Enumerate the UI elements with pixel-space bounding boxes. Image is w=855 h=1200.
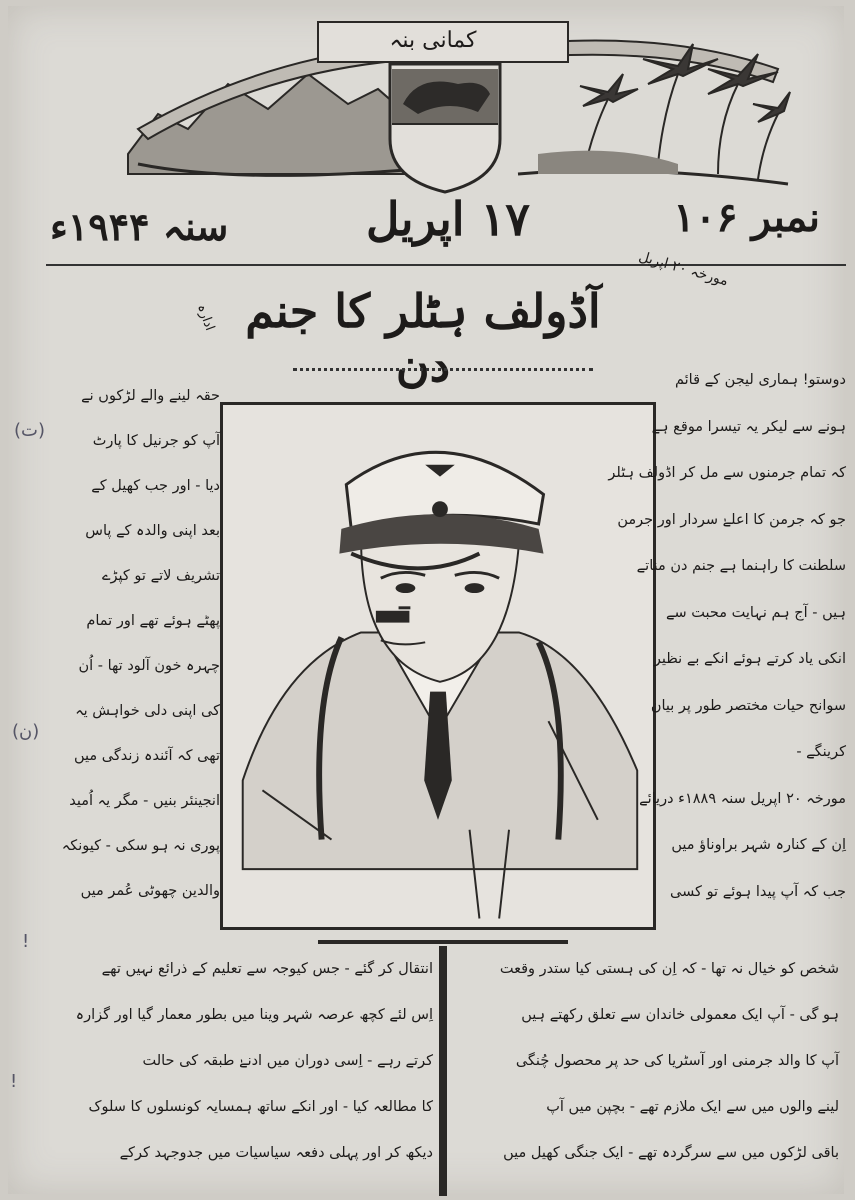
masthead-rule	[46, 264, 846, 266]
article-title: آڈولف ہٹلر کا جنم دن	[245, 284, 601, 392]
text-line: تشریف لاتے تو کپڑے	[102, 568, 220, 584]
text-line: ہو گی - آپ ایک معمولی خاندان سے تعلق رکھتے ہیں	[521, 1007, 839, 1023]
text-line: آپ کا والد جرمنی اور آسٹریا کی حد پر محصول چُنگی	[515, 1053, 839, 1069]
text-line: سوانح حیات مختصر طور پر بیان	[650, 697, 846, 714]
portrait-drawing	[223, 405, 653, 927]
text-line: سلطنت کا راہنما ہے جنم دن مناتے	[636, 558, 846, 574]
text-line: کا مطالعہ کیا - اور انکے ساتھ ہمسایہ کونسلوں کا سلوک	[88, 1099, 433, 1115]
text-line: اِن کے کنارہ شہر براوناؤ میں	[671, 837, 846, 853]
text-line: پھٹے ہوئے تھے اور تمام	[86, 613, 220, 629]
text-line: لینے والوں میں سے ایک ملازم تھے - بچپن میں آپ	[546, 1099, 839, 1115]
text-line: دیکھ کر اور پہلی دفعہ سیاسیات میں جدوجہد کرکے	[119, 1145, 433, 1161]
text-line: دیا - اور جب کھیل کے	[91, 478, 220, 494]
issue-date: ۱۷ اپریل	[365, 192, 531, 246]
text-line: پوری نہ ہو سکی - کیونکہ	[61, 838, 220, 854]
masthead-banner-text: کمانی بنہ	[389, 28, 477, 53]
text-line: آپ کو جرنیل کا پارٹ	[92, 433, 220, 449]
text-line: انجینئر بنیں - مگر یہ اُمید	[69, 793, 220, 809]
margin-mark-2: (ن)	[12, 721, 40, 742]
text-line: انتقال کر گئے - جس کیوجہ سے تعلیم کے ذرائع نہیں تھے	[101, 961, 433, 977]
issue-number: نمبر ۱۰۶	[673, 194, 820, 241]
text-line: دوستو! ہماری لیجن کے قائم	[675, 372, 846, 388]
text-line: والدین چھوٹی عُمر میں	[80, 883, 220, 899]
margin-mark-4: !	[10, 1071, 18, 1092]
text-line: حقہ لینے والے لڑکوں نے	[81, 388, 220, 404]
text-line: مورخہ ۲۰ اپریل سنہ ۱۸۸۹ء دریائے	[639, 790, 846, 807]
text-line: کرتے رہے - اِسی دوران میں ادنےٰ طبقہ کی حالت	[142, 1053, 433, 1069]
text-line: ہیں - آج ہم نہایت محبت سے	[666, 604, 846, 621]
article-dateline: مورخہ ۲۰ اپریل	[636, 248, 730, 290]
text-line: ہونے سے لیکر یہ تیسرا موقع ہے	[651, 418, 846, 435]
issue-year: سنہ ۱۹۴۴ء	[50, 204, 229, 249]
text-line: کہ تمام جرمنوں سے مل کر اڈولف ہٹلر	[608, 465, 846, 481]
text-line: انکی یاد کرتے ہوئے انکے بے نظیر	[653, 651, 846, 667]
title-underline	[293, 368, 593, 371]
text-line: باقی لڑکوں میں سے سرگردہ تھے - ایک جنگی کھیل میں	[503, 1145, 839, 1161]
portrait-illustration	[220, 402, 656, 930]
margin-mark-3: !	[22, 931, 30, 952]
text-line: جو کہ جرمن کا اعلےٰ سردار اور جرمن	[617, 511, 846, 528]
text-line: تھی کہ آئندہ زندگی میں	[73, 748, 220, 764]
text-line: بعد اپنی والدہ کے پاس	[85, 523, 220, 539]
magazine-page	[8, 6, 844, 1194]
text-line: چہرہ خون آلود تھا - اُن	[78, 658, 220, 674]
author-signature: ادارہ	[193, 302, 218, 333]
column-divider-vertical	[439, 946, 447, 1196]
text-line: اِس لئے کچھ عرصہ شہر وینا میں بطور معمار گیا اور گزارہ	[75, 1007, 433, 1023]
text-line: شخص کو خیال نہ تھا - کہ اِن کی ہستی کیا ستدر وقعت	[499, 961, 839, 977]
text-line: کی اپنی دلی خواہش یہ	[75, 703, 220, 719]
text-line: جب کہ آپ پیدا ہوئے تو کسی	[670, 883, 846, 900]
column-divider-horizontal	[318, 940, 568, 944]
text-line: کرینگے -	[796, 744, 846, 760]
margin-mark-1: (ت)	[14, 420, 46, 441]
